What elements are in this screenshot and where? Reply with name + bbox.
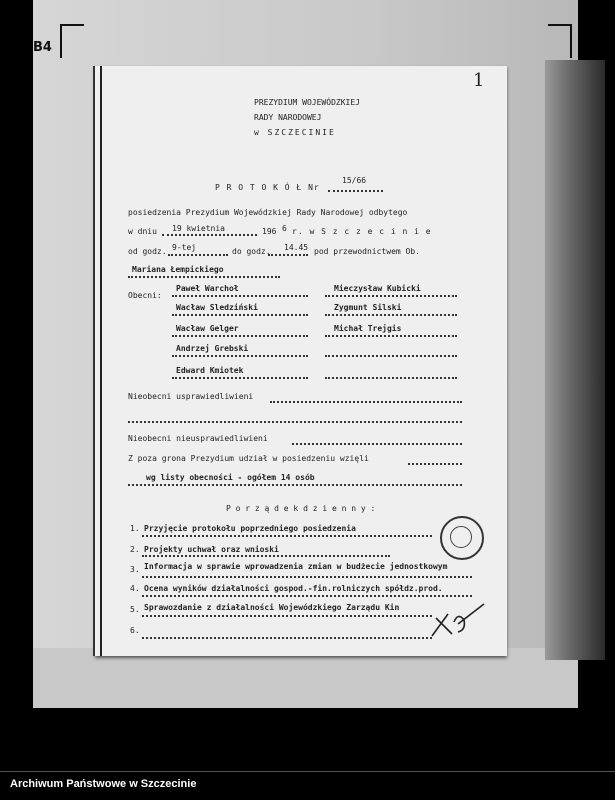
agenda-item-text: Projekty uchwał oraz wnioski	[144, 545, 279, 554]
meeting-line: posiedzenia Prezydium Wojewódzkiej Rady Narodowej odbytego	[128, 208, 408, 217]
agenda-item-number: 2.	[130, 545, 140, 554]
dots	[268, 254, 308, 256]
dots	[292, 443, 462, 445]
sheet-fold	[100, 66, 102, 656]
time-to-prefix: do godz.	[232, 247, 271, 256]
dots	[325, 377, 457, 379]
year-value: 6	[282, 224, 287, 233]
chair-name: Mariana Łempickiego	[132, 265, 224, 274]
chair-prefix: pod przewodnictwem Ob.	[314, 247, 420, 256]
year-prefix: 196	[262, 227, 277, 236]
dots	[325, 314, 457, 316]
round-stamp-center	[450, 526, 472, 548]
agenda-item-number: 1.	[130, 524, 140, 533]
agenda-item-text: Przyjęcie protokołu poprzedniego posiedzenia	[144, 524, 356, 533]
footer-divider	[0, 771, 615, 772]
present-left-3: Wacław Gelger	[176, 324, 239, 333]
dots	[172, 295, 308, 297]
dots	[325, 355, 457, 357]
time-from-prefix: od godz.	[128, 247, 167, 256]
header-line-2: RADY NARODOWEJ	[254, 113, 322, 122]
dots	[142, 535, 432, 537]
dots	[172, 335, 308, 337]
agenda-item-number: 5.	[130, 605, 140, 614]
guests-label: Z poza grona Prezydium udział w posiedzeniu wzięli	[128, 454, 369, 463]
dots	[142, 555, 390, 557]
dots	[270, 401, 462, 403]
header-line-1: PREZYDIUM WOJEWÓDZKIEJ	[254, 98, 360, 107]
present-left-4: Andrzej Grebski	[176, 344, 249, 353]
dots	[408, 463, 462, 465]
present-right-2: Zygmunt Silski	[334, 303, 402, 312]
unexcused-label: Nieobecni nieusprawiedliwieni	[128, 434, 268, 443]
dots	[128, 484, 462, 486]
present-left-5: Edward Kmiotek	[176, 366, 244, 375]
archive-label: B4	[33, 40, 52, 55]
dots	[172, 377, 308, 379]
dots	[325, 335, 457, 337]
agenda-item-text: Ocena wyników działalności gospod.-fin.rolniczych spółdz.prod.	[144, 584, 443, 593]
dots	[128, 276, 280, 278]
header-line-3: w SZCZECINIE	[254, 128, 336, 137]
dots	[128, 421, 462, 423]
crop-mark-left	[60, 24, 84, 58]
place: r. w S z c z e c i n i e	[292, 227, 432, 236]
dots	[328, 190, 383, 192]
present-right-1: Mieczysław Kubicki	[334, 284, 421, 293]
time-to: 14.45	[284, 243, 309, 252]
crop-mark-right	[548, 24, 572, 58]
agenda-item-text: Sprawozdanie z działalności Wojewódzkiego Zarządu Kin	[144, 603, 400, 612]
agenda-item-number: 3.	[130, 565, 140, 574]
dots	[172, 355, 308, 357]
time-from: 9-tej	[172, 243, 197, 252]
dots	[172, 314, 308, 316]
page-shadow	[545, 60, 605, 660]
date-value: 19 kwietnia	[172, 224, 225, 233]
page-number: 1	[473, 70, 485, 91]
dots	[162, 234, 257, 236]
present-label: Obecni:	[128, 291, 162, 300]
dots	[168, 254, 228, 256]
present-left-1: Paweł Warchoł	[176, 284, 239, 293]
dots	[142, 576, 472, 578]
present-right-3: Michał Trejgis	[334, 324, 402, 333]
protocol-number: 15/66	[342, 176, 367, 185]
agenda-item-number: 4.	[130, 584, 140, 593]
guests-value: wg listy obecności - ogółem 14 osób	[146, 473, 315, 482]
handwritten-signature	[428, 600, 488, 640]
agenda-item-text: Informacja w sprawie wprowadzenia zmian w budżecie jednostkowym	[144, 562, 448, 571]
protocol-title: P R O T O K Ó Ł Nr	[215, 183, 320, 192]
dots	[142, 637, 432, 639]
agenda-item-number: 6.	[130, 626, 140, 635]
agenda-title: P o r z ą d e k d z i e n n y :	[226, 504, 376, 513]
back-sheet-lower	[33, 648, 578, 708]
footer-text: Archiwum Państwowe w Szczecinie	[10, 778, 197, 790]
dots	[142, 595, 472, 597]
dots	[325, 295, 457, 297]
excused-label: Nieobecni usprawiedliwieni	[128, 392, 254, 401]
dots	[142, 615, 432, 617]
present-left-2: Wacław Sledziński	[176, 303, 258, 312]
date-prefix: w dniu	[128, 227, 157, 236]
